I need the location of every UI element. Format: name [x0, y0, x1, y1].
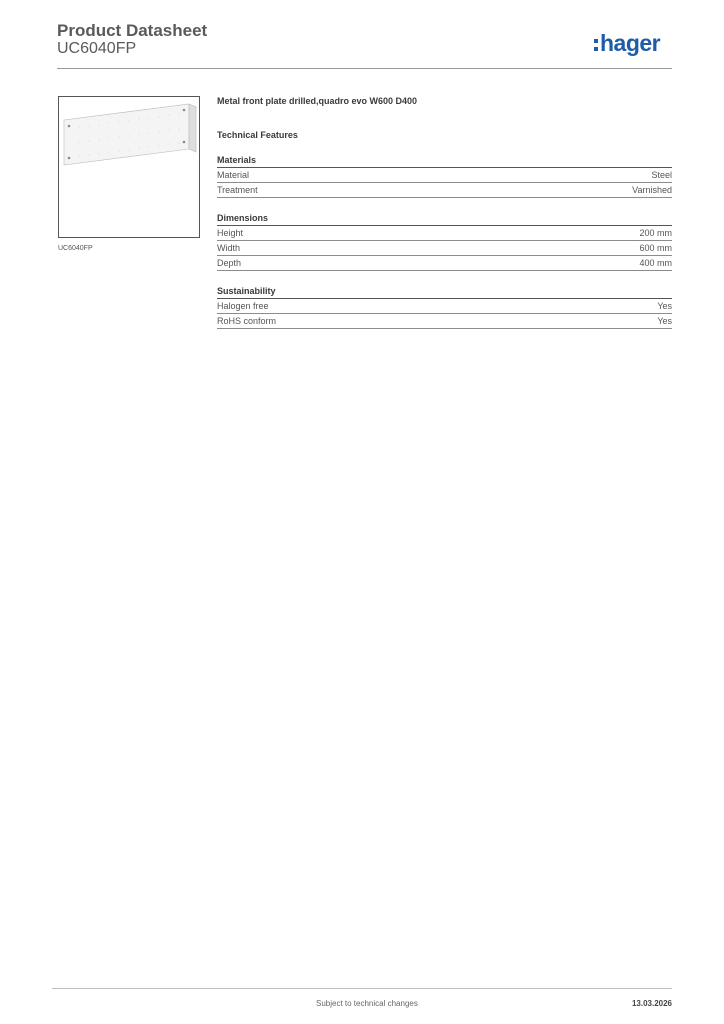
spec-row [217, 168, 672, 183]
spec-value: 400 mm [639, 258, 672, 268]
footer-divider [52, 988, 672, 989]
hager-logo [594, 30, 660, 56]
spec-label: Depth [217, 258, 242, 268]
spec-row [217, 226, 672, 241]
spec-row [217, 314, 672, 329]
section-title: Materials [217, 155, 672, 168]
product-image-frame [58, 96, 200, 238]
section-title: Dimensions [217, 213, 672, 226]
header-divider [57, 68, 672, 69]
footer-note: Subject to technical changes [316, 999, 418, 1008]
spec-label: Halogen free [217, 301, 269, 311]
technical-features-heading: Technical Features [217, 130, 298, 140]
spec-value: 600 mm [639, 243, 672, 253]
product-code: UC6040FP [57, 40, 137, 57]
spec-value: Yes [657, 301, 672, 311]
spec-value: Steel [651, 170, 672, 180]
section-materials [217, 155, 672, 198]
section-dimensions [217, 213, 672, 271]
spec-label: Height [217, 228, 244, 238]
section-title: Sustainability [217, 286, 672, 299]
footer-date: 13.03.2026 [631, 999, 672, 1008]
page-title: Product Datasheet [57, 21, 208, 40]
logo-text: hager [600, 29, 661, 56]
spec-row [217, 183, 672, 198]
section-sustainability [217, 286, 672, 329]
spec-value: 200 mm [639, 228, 672, 238]
spec-label: RoHS conform [217, 316, 277, 326]
spec-value: Varnished [632, 185, 672, 195]
spec-label: Material [217, 170, 250, 180]
spec-row [217, 299, 672, 314]
logo-colon-icon [594, 39, 598, 51]
spec-row [217, 241, 672, 256]
product-details [217, 96, 672, 329]
metal-front-plate-image [59, 97, 199, 237]
spec-row [217, 256, 672, 271]
image-caption: UC6040FP [58, 245, 93, 252]
spec-value: Yes [657, 316, 672, 326]
spec-label: Treatment [217, 185, 258, 195]
product-description: Metal front plate drilled,quadro evo W600 D400 [217, 96, 418, 106]
spec-label: Width [217, 243, 241, 253]
